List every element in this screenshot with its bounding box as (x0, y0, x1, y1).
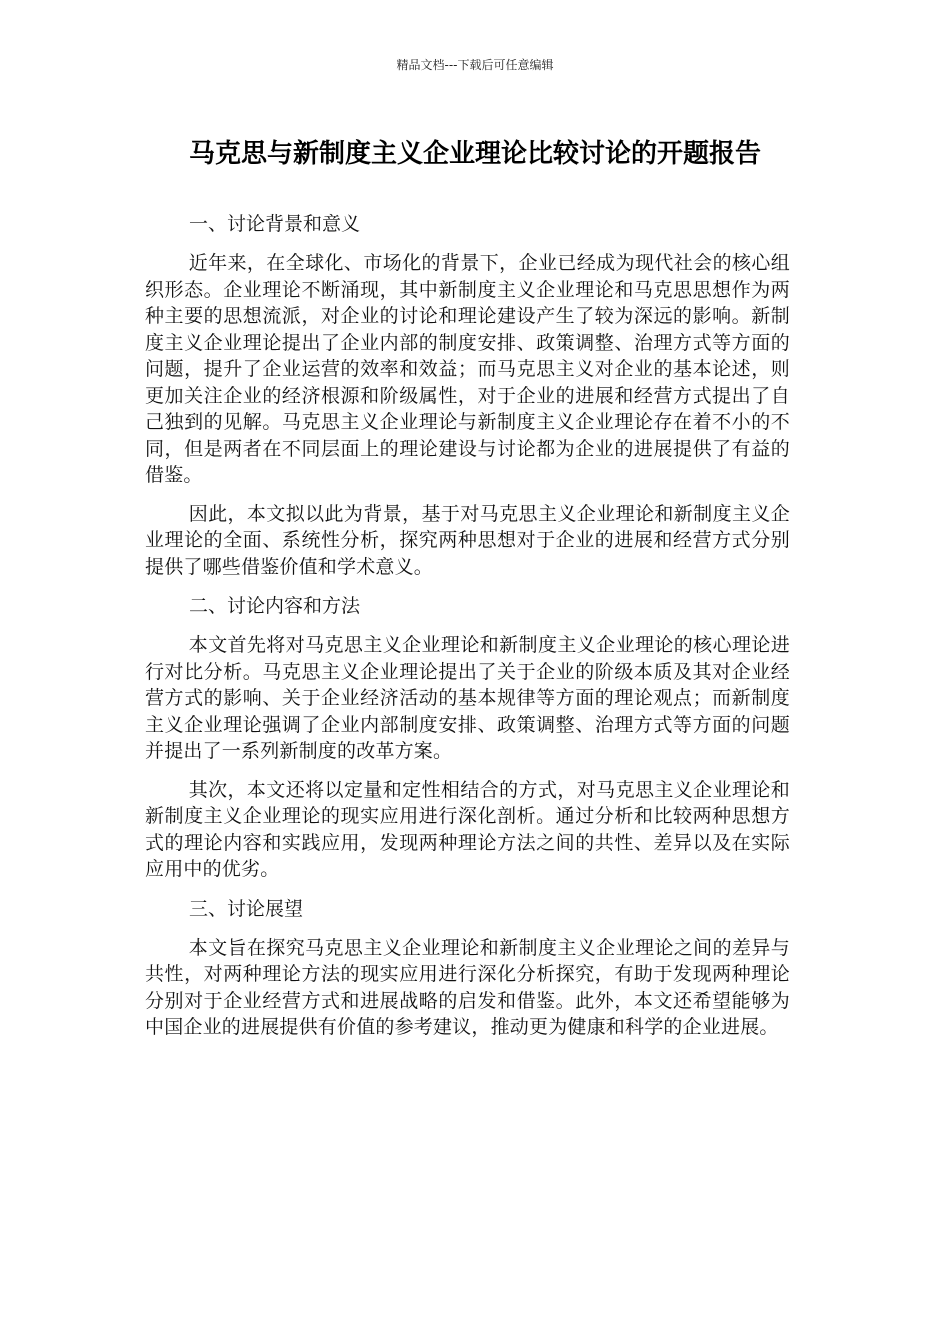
paragraph: 因此，本文拟以此为背景，基于对马克思主义企业理论和新制度主义企业理论的全面、系统性分析，探究两种思想对于企业的进展和经营方式分别提供了哪些借鉴价值和学术意义。 (145, 502, 790, 578)
document-title: 马克思与新制度主义企业理论比较讨论的开题报告 (188, 139, 761, 169)
section-background (145, 210, 790, 580)
section-heading: 三、讨论展望 (189, 897, 304, 920)
paragraph: 本文首先将对马克思主义企业理论和新制度主义企业理论的核心理论进行对比分析。马克思主义企业理论提出了关于企业的阶级本质及其对企业经营方式的影响、关于企业经济活动的基本规律等方面的理论观点；而新制度主义企业理论强调了企业内部制度安排、政策调整、治理方式等方面的问题并提出了一系列新制度的改革方案。 (145, 634, 790, 762)
paragraph: 其次，本文还将以定量和定性相结合的方式，对马克思主义企业理论和新制度主义企业理论的现实应用进行深化剖析。通过分析和比较两种思想方式的理论内容和实践应用，发现两种理论方法之间的共性、差异以及在实际应用中的优劣。 (145, 778, 790, 880)
page-header-note: 精品文档---下载后可任意编辑 (396, 58, 554, 72)
document-body (145, 210, 790, 1053)
paragraph: 近年来，在全球化、市场化的背景下，企业已经成为现代社会的核心组织形态。企业理论不断涌现，其中新制度主义企业理论和马克思思想作为两种主要的思想流派，对企业的讨论和理论建设产生了较为深远的影响。新制度主义企业理论提出了企业内部的制度安排、政策调整、治理方式等方面的问题，提升了企业运营的效率和效益；而马克思主义对企业的基本论述，则更加关注企业的经济根源和阶级属性，对于企业的进展和经营方式提出了自己独到的见解。马克思主义企业理论与新制度主义企业理论存在着不小的不同，但是两者在不同层面上的理论建设与讨论都为企业的进展提供了有益的借鉴。 (145, 252, 790, 486)
section-outlook (145, 895, 790, 1041)
section-heading: 二、讨论内容和方法 (189, 595, 361, 617)
section-content-method (145, 592, 790, 883)
section-heading: 一、讨论背景和意义 (189, 213, 361, 235)
paragraph: 本文旨在探究马克思主义企业理论和新制度主义企业理论之间的差异与共性，对两种理论方法的现实应用进行深化分析探究，有助于发现两种理论分别对于企业经营方式和进展战略的启发和借鉴。此外，本文还希望能够为中国企业的进展提供有价值的参考建议，推动更为健康和科学的企业进展。 (145, 936, 790, 1038)
